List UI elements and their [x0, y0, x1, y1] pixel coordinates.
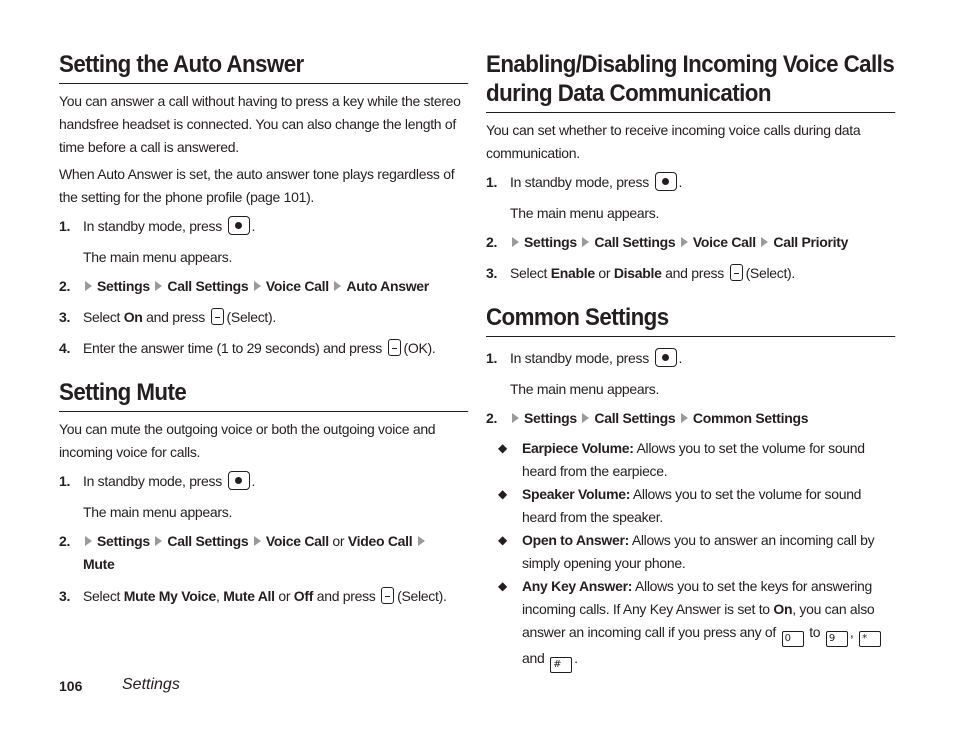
soft-key-icon — [388, 339, 401, 356]
step-number: 3. — [59, 588, 71, 604]
auto-answer-heading-wrap — [59, 50, 468, 84]
menu-arrow-icon — [512, 413, 519, 423]
menu-path-item: Call Settings — [594, 410, 676, 426]
menu-arrow-icon — [85, 281, 92, 291]
menu-arrow-icon — [155, 536, 162, 546]
common-step-1: 1. In standby mode, press . — [486, 347, 895, 370]
step-text: In standby mode, press — [83, 473, 222, 489]
menu-arrow-icon — [512, 237, 519, 247]
option-off: Off — [293, 588, 314, 604]
option-term: Earpiece Volume: — [522, 440, 634, 456]
menu-arrow-icon — [582, 413, 589, 423]
mute-heading-wrap — [59, 378, 468, 412]
step-number: 2. — [486, 234, 498, 250]
step-text: or — [598, 265, 611, 281]
option-term: Speaker Volume: — [522, 486, 631, 502]
step-text: and press — [316, 588, 376, 604]
soft-key-icon — [381, 587, 394, 604]
key-label: # — [553, 659, 562, 670]
option-earpiece-volume — [486, 437, 895, 483]
option-description: , — [849, 624, 854, 640]
key-label: * — [862, 633, 867, 644]
step-number: 3. — [59, 309, 71, 325]
diamond-bullet-icon: ◆ — [498, 487, 507, 501]
key-9-icon — [826, 631, 848, 647]
diamond-bullet-icon: ◆ — [498, 533, 507, 547]
enable-heading-wrap — [486, 50, 895, 113]
step-result: The main menu appears. — [510, 381, 660, 397]
step-result: The main menu appears. — [83, 249, 233, 265]
step-text: Select — [83, 309, 121, 325]
key-0-icon — [782, 631, 804, 647]
menu-arrow-icon — [254, 536, 261, 546]
step-result: The main menu appears. — [510, 205, 660, 221]
enable-disable-heading: Enabling/Disabling Incoming Voice Calls during Data Communication — [486, 50, 895, 113]
menu-arrow-icon — [681, 237, 688, 247]
option-description: . — [574, 650, 578, 666]
option-speaker-volume — [486, 483, 895, 529]
step-text: Select — [83, 588, 121, 604]
center-key-icon — [655, 348, 677, 367]
step-text: (Select). — [397, 588, 447, 604]
menu-path-item: Voice Call — [265, 533, 329, 549]
step-number: 1. — [59, 218, 71, 234]
option-term: Any Key Answer: — [522, 578, 633, 594]
menu-path-or: or — [332, 533, 345, 549]
menu-arrow-icon — [582, 237, 589, 247]
option-open-to-answer — [486, 529, 895, 575]
mute-step-2 — [59, 530, 468, 576]
enable-step-2 — [486, 231, 895, 254]
left-column — [59, 50, 468, 608]
option-description: Allows you to set the keys for answering incoming calls. If Any Key Answer is set to — [522, 578, 872, 617]
option-enable: Enable — [550, 265, 595, 281]
option-on: On — [773, 601, 793, 617]
right-column — [486, 50, 895, 673]
soft-key-icon — [730, 264, 743, 281]
step-text: In standby mode, press — [510, 174, 649, 190]
menu-arrow-icon — [155, 281, 162, 291]
center-key-icon — [228, 471, 250, 490]
option-description: to — [809, 624, 821, 640]
step-text: (OK). — [403, 340, 436, 356]
step-text: Enter the answer time (1 to 29 seconds) and press — [83, 340, 382, 356]
step-text: Select — [510, 265, 548, 281]
option-description: , you can also answer an incoming call if you press any of — [522, 601, 875, 640]
step-text: and press — [146, 309, 205, 325]
step-text: and press — [665, 265, 724, 281]
step-text: or — [278, 588, 291, 604]
option-description: Allows you to answer an incoming call by simply opening your phone. — [522, 532, 875, 571]
section-name: Settings — [122, 676, 180, 693]
step-text: In standby mode, press — [83, 218, 222, 234]
mute-step-1: 1. In standby mode, press . — [59, 470, 468, 493]
option-description: and — [522, 650, 545, 666]
auto-answer-heading: Setting the Auto Answer — [59, 50, 468, 84]
soft-key-icon — [211, 308, 224, 325]
common-heading-wrap — [486, 303, 895, 337]
step-text: In standby mode, press — [510, 350, 649, 366]
menu-path-item: Mute — [83, 556, 115, 572]
menu-arrow-icon — [418, 536, 425, 546]
auto-answer-note: When Auto Answer is set, the auto answer tone plays regardless of the setting for the phone profile (page 101). — [59, 166, 455, 205]
common-step-2 — [486, 407, 895, 430]
auto-answer-step-2 — [59, 275, 468, 298]
step-number: 1. — [486, 350, 498, 366]
menu-path-item: Settings — [97, 533, 150, 549]
menu-path-item: Auto Answer — [346, 278, 429, 294]
key-label: 9 — [828, 633, 835, 644]
step-number: 4. — [59, 340, 71, 356]
option-description: Allows you to set the volume for sound heard from the speaker. — [522, 486, 862, 525]
mute-step-3: 3. Select Mute My Voice, Mute All or Off and press (Select). — [59, 585, 468, 608]
option-disable: Disable — [613, 265, 662, 281]
enable-intro: You can set whether to receive incoming voice calls during data communication. — [486, 122, 861, 161]
menu-path-item: Call Settings — [167, 533, 249, 549]
common-settings-heading: Common Settings — [486, 303, 895, 337]
step-number: 2. — [486, 410, 498, 426]
menu-path-item: Call Settings — [594, 234, 676, 250]
menu-arrow-icon — [254, 281, 261, 291]
enable-step-1: 1. In standby mode, press . — [486, 171, 895, 194]
step-text: (Select). — [226, 309, 276, 325]
option-mute-my-voice: Mute My Voice — [123, 588, 217, 604]
option-description: Allows you to set the volume for sound heard from the earpiece. — [522, 440, 865, 479]
menu-path-item: Settings — [524, 234, 577, 250]
option-mute-all: Mute All — [223, 588, 275, 604]
auto-answer-intro: You can answer a call without having to press a key while the stereo handsfree headset is connected. You can also change the length of time before a call is answered. — [59, 93, 461, 155]
menu-path-item: Voice Call — [692, 234, 756, 250]
step-result: The main menu appears. — [83, 504, 233, 520]
menu-arrow-icon — [334, 281, 341, 291]
center-key-icon — [655, 172, 677, 191]
auto-answer-step-1: 1. In standby mode, press . — [59, 215, 468, 238]
page-number: 106 — [59, 678, 83, 694]
mute-intro: You can mute the outgoing voice or both the outgoing voice and incoming voice for calls. — [59, 421, 436, 460]
step-number: 2. — [59, 278, 71, 294]
menu-path-item: Call Priority — [773, 234, 849, 250]
key-label: 0 — [784, 633, 791, 644]
diamond-bullet-icon: ◆ — [498, 441, 507, 455]
diamond-bullet-icon: ◆ — [498, 579, 507, 593]
auto-answer-step-3 — [59, 306, 468, 329]
step-number: 1. — [59, 473, 71, 489]
menu-path-item: Settings — [524, 410, 577, 426]
step-number: 2. — [59, 533, 71, 549]
enable-step-3 — [486, 262, 895, 285]
option-on: On — [123, 309, 143, 325]
menu-path-item: Settings — [97, 278, 150, 294]
option-any-key-answer — [486, 575, 895, 673]
key-hash-icon — [550, 657, 572, 673]
center-key-icon — [228, 216, 250, 235]
key-star-icon — [859, 631, 881, 647]
menu-arrow-icon — [85, 536, 92, 546]
auto-answer-step-4 — [59, 337, 468, 360]
step-number: 3. — [486, 265, 498, 281]
option-term: Open to Answer: — [522, 532, 629, 548]
menu-path-item: Voice Call — [265, 278, 329, 294]
menu-arrow-icon — [681, 413, 688, 423]
menu-path-item: Video Call — [347, 533, 413, 549]
mute-heading: Setting Mute — [59, 378, 468, 412]
menu-path-item: Call Settings — [167, 278, 249, 294]
step-number: 1. — [486, 174, 498, 190]
step-text: (Select). — [745, 265, 795, 281]
menu-arrow-icon — [761, 237, 768, 247]
common-settings-options — [486, 437, 895, 673]
menu-path-item: Common Settings — [692, 410, 809, 426]
